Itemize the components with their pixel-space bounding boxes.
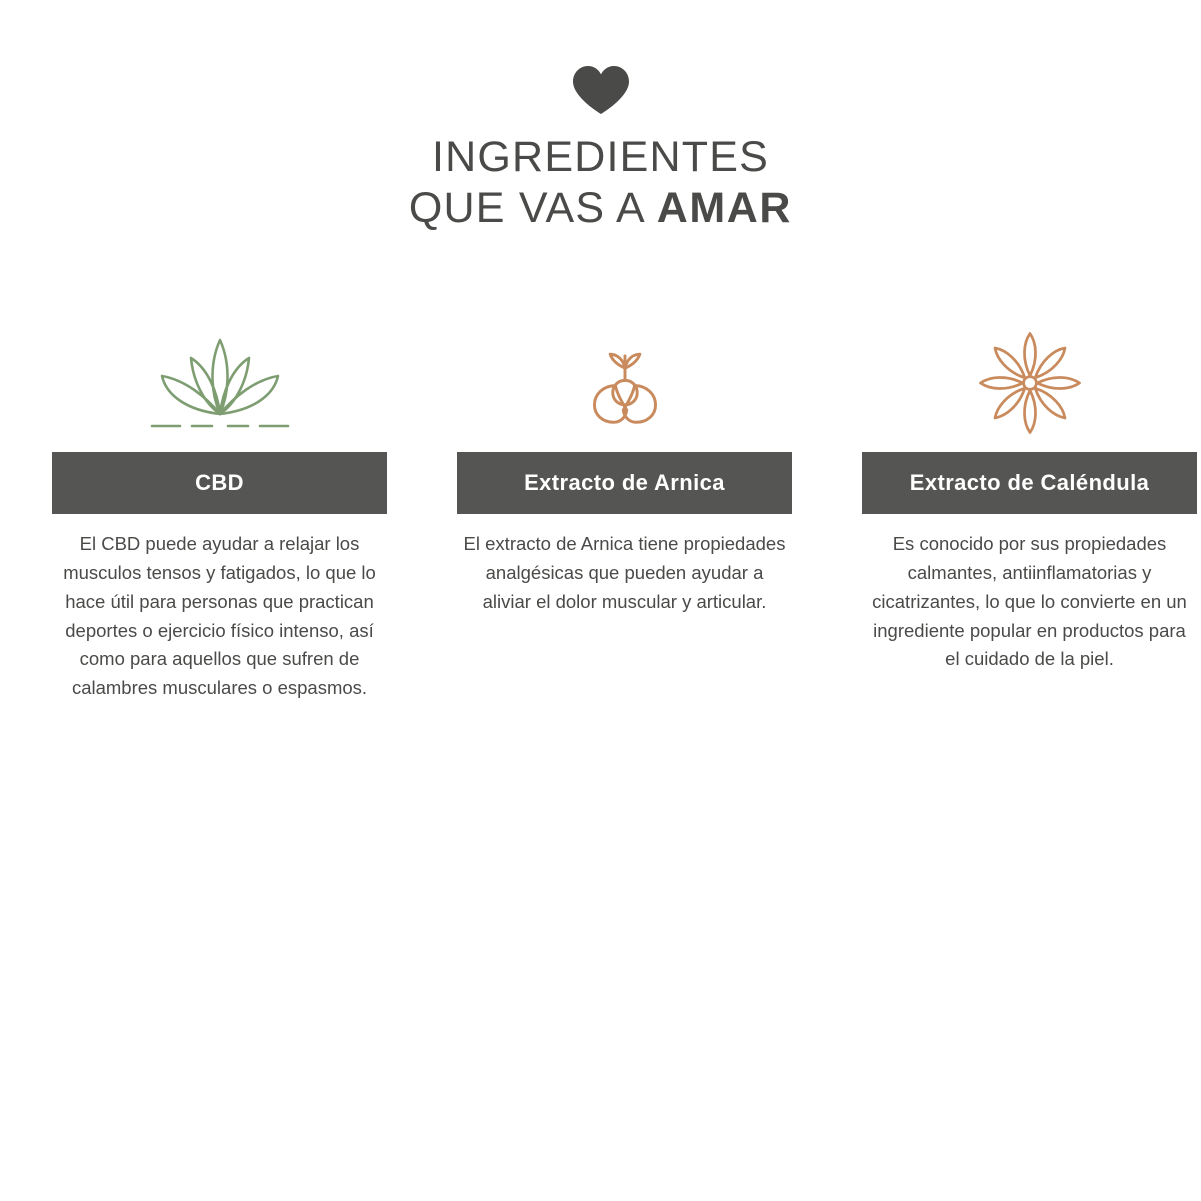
icon-container	[457, 320, 792, 438]
card-title-band	[862, 452, 1197, 514]
card-title: Extracto de Arnica	[524, 470, 725, 495]
icon-container	[862, 320, 1197, 438]
calendula-flower-icon	[975, 328, 1085, 438]
card-title-band	[457, 452, 792, 514]
ingredient-card	[862, 320, 1197, 703]
icon-container	[52, 320, 387, 438]
header	[0, 0, 1201, 233]
heart-icon	[571, 64, 631, 116]
ingredient-card	[52, 320, 387, 703]
card-description: Es conocido por sus propiedades calmantes, antiinflamatorias y cicatrizantes, lo que lo convierte en un ingrediente popular en productos para el cuidado de la piel.	[872, 533, 1187, 670]
card-title: Extracto de Caléndula	[909, 470, 1150, 495]
lotus-plant-icon	[135, 328, 305, 438]
page-title-line-2	[0, 183, 1201, 234]
ingredient-card	[457, 320, 792, 703]
page-title-line-2-prefix: QUE VAS A	[408, 183, 657, 232]
page-title-line-1: INGREDIENTES	[432, 133, 769, 181]
ingredient-card-list	[0, 320, 1201, 703]
card-description: El extracto de Arnica tiene propiedades analgésicas que pueden ayudar a aliviar el dolor muscular y articular.	[463, 533, 786, 612]
card-title: CBD	[195, 470, 244, 495]
card-title-band	[52, 452, 387, 514]
page-title-emphasis: AMAR	[656, 183, 793, 232]
card-description: El CBD puede ayudar a relajar los musculos tensos y fatigados, lo que lo hace útil para personas que practican deportes o ejercicio físico intenso, así como para aquellos que sufren de calambres musculares o espasmos.	[63, 533, 376, 699]
arnica-flower-icon	[577, 342, 673, 438]
